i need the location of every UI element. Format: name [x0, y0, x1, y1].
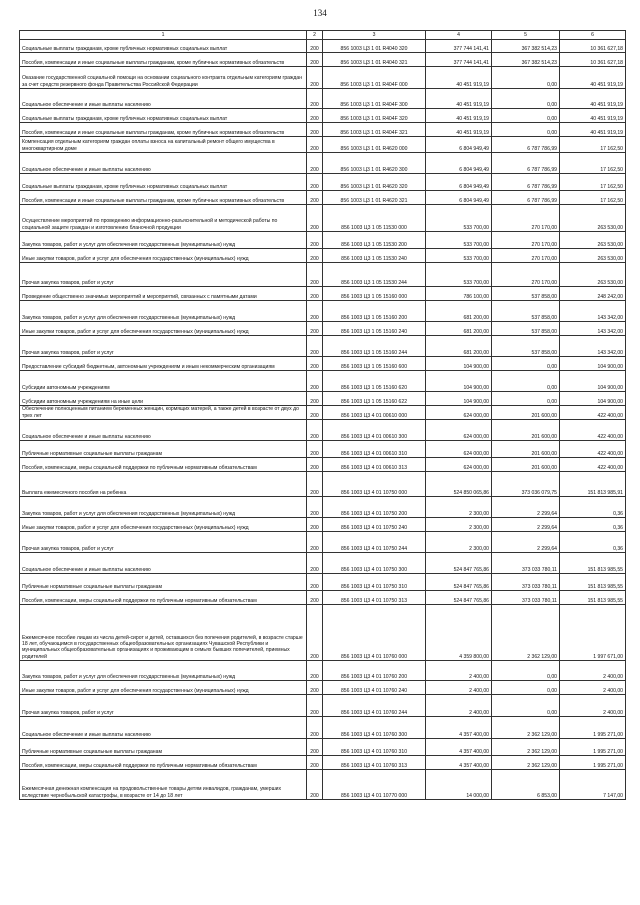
unexecuted-amount: 263 530,00: [560, 249, 626, 263]
approved-amount: 6 804 949,49: [426, 174, 492, 191]
row-description: Закупка товаров, работ и услуг для обеспечения государственных (муниципальных) нужд: [20, 232, 307, 249]
row-code: 200: [307, 249, 323, 263]
approved-amount: 40 451 919,19: [426, 67, 492, 89]
table-row: [20, 109, 626, 123]
approved-amount: 40 451 919,19: [426, 109, 492, 123]
unexecuted-amount: 10 361 627,18: [560, 40, 626, 53]
column-number: 6: [560, 31, 626, 40]
column-number: 1: [20, 31, 307, 40]
budget-classification-code: 856 1003 Ц3 4 01 10750 300: [323, 553, 426, 574]
executed-amount: 0,00: [492, 123, 560, 137]
approved-amount: 104 900,00: [426, 392, 492, 406]
unexecuted-amount: 422 400,00: [560, 420, 626, 441]
budget-classification-code: 856 1003 Ц3 1 01 R4040 320: [323, 40, 426, 53]
table-row: [20, 263, 626, 287]
executed-amount: 2 299,64: [492, 532, 560, 553]
budget-classification-code: 856 1003 Ц3 1 01 R4620 000: [323, 137, 426, 153]
approved-amount: 2 400,00: [426, 661, 492, 681]
table-row: [20, 695, 626, 717]
row-code: 200: [307, 191, 323, 205]
approved-amount: 533 700,00: [426, 263, 492, 287]
row-description: Закупка товаров, работ и услуг для обеспечения государственных (муниципальных) нужд: [20, 661, 307, 681]
executed-amount: 6 787 786,99: [492, 174, 560, 191]
table-row: [20, 357, 626, 371]
approved-amount: 524 850 065,86: [426, 472, 492, 497]
row-code: 200: [307, 174, 323, 191]
row-code: 200: [307, 497, 323, 518]
table-row: [20, 123, 626, 137]
approved-amount: 624 000,00: [426, 406, 492, 420]
approved-amount: 786 100,00: [426, 287, 492, 301]
column-number: 3: [323, 31, 426, 40]
row-code: 200: [307, 756, 323, 770]
budget-classification-code: 856 1003 Ц3 1 01 R4040 321: [323, 53, 426, 67]
row-code: 200: [307, 605, 323, 661]
table-row: [20, 153, 626, 174]
executed-amount: 373 033 780,11: [492, 574, 560, 591]
executed-amount: 270 170,00: [492, 232, 560, 249]
row-description: Выплата ежемесячного пособия на ребенка: [20, 472, 307, 497]
executed-amount: 373 033 780,11: [492, 591, 560, 605]
row-description: Пособия, компенсации, меры социальной поддержки по публичным нормативным обязательствам: [20, 756, 307, 770]
table-row: [20, 137, 626, 153]
row-code: 200: [307, 518, 323, 532]
row-description: Социальное обеспечение и иные выплаты населению: [20, 420, 307, 441]
row-code: 200: [307, 661, 323, 681]
budget-classification-code: 856 1003 Ц3 1 05 15160 620: [323, 371, 426, 392]
approved-amount: 377 744 141,41: [426, 40, 492, 53]
row-code: 200: [307, 301, 323, 322]
table-row: [20, 89, 626, 109]
row-code: 200: [307, 357, 323, 371]
row-description: Публичные нормативные социальные выплаты гражданам: [20, 739, 307, 756]
budget-classification-code: 856 1003 Ц3 4 01 10760 240: [323, 681, 426, 695]
budget-classification-code: 856 1003 Ц3 4 01 10770 000: [323, 770, 426, 800]
unexecuted-amount: 143 342,00: [560, 322, 626, 336]
unexecuted-amount: 40 451 919,19: [560, 67, 626, 89]
row-code: 200: [307, 406, 323, 420]
budget-classification-code: 856 1003 Ц3 1 01 R404F 300: [323, 89, 426, 109]
row-code: 200: [307, 458, 323, 472]
row-code: 200: [307, 322, 323, 336]
unexecuted-amount: 40 451 919,19: [560, 89, 626, 109]
column-number: 5: [492, 31, 560, 40]
executed-amount: 2 362 129,00: [492, 756, 560, 770]
approved-amount: 533 700,00: [426, 205, 492, 232]
budget-classification-code: 856 1003 Ц3 4 01 10760 310: [323, 739, 426, 756]
budget-classification-code: 856 1003 Ц3 1 05 15160 622: [323, 392, 426, 406]
unexecuted-amount: 422 400,00: [560, 406, 626, 420]
executed-amount: 367 382 514,23: [492, 40, 560, 53]
row-code: 200: [307, 137, 323, 153]
budget-classification-code: 856 1003 Ц3 4 01 10750 313: [323, 591, 426, 605]
executed-amount: 373 033 780,11: [492, 553, 560, 574]
executed-amount: 6 787 786,99: [492, 153, 560, 174]
column-number-row: [20, 31, 626, 40]
unexecuted-amount: 0,36: [560, 518, 626, 532]
table-row: [20, 518, 626, 532]
table-row: [20, 458, 626, 472]
row-code: 200: [307, 770, 323, 800]
budget-classification-code: 856 1003 Ц3 4 01 10760 200: [323, 661, 426, 681]
budget-classification-code: 856 1003 Ц3 4 01 10750 240: [323, 518, 426, 532]
unexecuted-amount: 2 400,00: [560, 695, 626, 717]
executed-amount: 537 858,00: [492, 301, 560, 322]
row-description: Осуществление мероприятий по проведению информационно-разъяснительной и методической работы по социальной защите граждан и изготовлению бланочной продукции: [20, 205, 307, 232]
budget-classification-code: 856 1003 Ц3 1 05 11530 244: [323, 263, 426, 287]
unexecuted-amount: 422 400,00: [560, 441, 626, 458]
approved-amount: 524 847 765,86: [426, 553, 492, 574]
row-description: Прочая закупка товаров, работ и услуг: [20, 532, 307, 553]
table-row: [20, 322, 626, 336]
row-description: Социальное обеспечение и иные выплаты населению: [20, 153, 307, 174]
row-code: 200: [307, 287, 323, 301]
approved-amount: 6 804 949,49: [426, 191, 492, 205]
table-row: [20, 40, 626, 53]
budget-classification-code: 856 1003 Ц3 1 01 R4620 321: [323, 191, 426, 205]
row-description: Пособия, компенсации и иные социальные выплаты гражданам, кроме публичных нормативных обязательств: [20, 123, 307, 137]
approved-amount: 4 357 400,00: [426, 739, 492, 756]
unexecuted-amount: 104 900,00: [560, 392, 626, 406]
executed-amount: 201 600,00: [492, 406, 560, 420]
executed-amount: 0,00: [492, 89, 560, 109]
executed-amount: 270 170,00: [492, 205, 560, 232]
row-code: 200: [307, 89, 323, 109]
unexecuted-amount: 248 242,00: [560, 287, 626, 301]
unexecuted-amount: 2 400,00: [560, 661, 626, 681]
executed-amount: 2 362 129,00: [492, 717, 560, 739]
unexecuted-amount: 422 400,00: [560, 458, 626, 472]
table-row: [20, 232, 626, 249]
unexecuted-amount: 0,36: [560, 532, 626, 553]
unexecuted-amount: 263 530,00: [560, 232, 626, 249]
budget-classification-code: 856 1003 Ц3 4 01 10750 244: [323, 532, 426, 553]
budget-classification-code: 856 1003 Ц3 4 01 10750 000: [323, 472, 426, 497]
row-code: 200: [307, 123, 323, 137]
budget-classification-code: 856 1003 Ц3 4 01 10760 300: [323, 717, 426, 739]
approved-amount: 2 400,00: [426, 681, 492, 695]
unexecuted-amount: 7 147,00: [560, 770, 626, 800]
approved-amount: 533 700,00: [426, 232, 492, 249]
approved-amount: 624 000,00: [426, 458, 492, 472]
row-code: 200: [307, 392, 323, 406]
row-description: Прочая закупка товаров, работ и услуг: [20, 695, 307, 717]
row-description: Закупка товаров, работ и услуг для обеспечения государственных (муниципальных) нужд: [20, 497, 307, 518]
row-description: Иные закупки товаров, работ и услуг для обеспечения государственных (муниципальных) нужд: [20, 322, 307, 336]
executed-amount: 537 858,00: [492, 322, 560, 336]
executed-amount: 201 600,00: [492, 441, 560, 458]
approved-amount: 4 357 400,00: [426, 756, 492, 770]
row-code: 200: [307, 336, 323, 357]
approved-amount: 40 451 919,19: [426, 89, 492, 109]
unexecuted-amount: 151 813 985,55: [560, 591, 626, 605]
table-row: [20, 420, 626, 441]
unexecuted-amount: 2 400,00: [560, 681, 626, 695]
table-row: [20, 681, 626, 695]
row-code: 200: [307, 40, 323, 53]
row-code: 200: [307, 232, 323, 249]
executed-amount: 0,00: [492, 695, 560, 717]
table-row: [20, 174, 626, 191]
row-description: Проведение общественно значимых мероприятий и мероприятий, связанных с памятными датами: [20, 287, 307, 301]
row-code: 200: [307, 205, 323, 232]
row-code: 200: [307, 263, 323, 287]
column-number: 2: [307, 31, 323, 40]
row-description: Иные закупки товаров, работ и услуг для обеспечения государственных (муниципальных) нужд: [20, 249, 307, 263]
table-row: [20, 406, 626, 420]
row-code: 200: [307, 371, 323, 392]
row-code: 200: [307, 574, 323, 591]
table-row: [20, 336, 626, 357]
table-row: [20, 287, 626, 301]
executed-amount: 2 362 129,00: [492, 605, 560, 661]
unexecuted-amount: 40 451 919,19: [560, 123, 626, 137]
executed-amount: 367 382 514,23: [492, 53, 560, 67]
approved-amount: 681 200,00: [426, 336, 492, 357]
row-code: 200: [307, 739, 323, 756]
row-description: Ежемесячное пособие лицам из числа детей-сирот и детей, оставшихся без попечения родителей, в возрасте старше 18 лет, обучающимся в государственных общеобразовательных организациях Чувашской Республики и муниципальных общеобразовательных организациях и проживающим в семьях бывших попечителей, приемных родителей: [20, 605, 307, 661]
row-description: Социальные выплаты гражданам, кроме публичных нормативных социальных выплат: [20, 109, 307, 123]
row-description: Предоставление субсидий бюджетным, автономным учреждениям и иным некоммерческим организациям: [20, 357, 307, 371]
unexecuted-amount: 40 451 919,19: [560, 109, 626, 123]
unexecuted-amount: 263 530,00: [560, 205, 626, 232]
table-row: [20, 191, 626, 205]
executed-amount: 0,00: [492, 392, 560, 406]
budget-execution-table: [19, 30, 626, 800]
approved-amount: 533 700,00: [426, 249, 492, 263]
table-row: [20, 770, 626, 800]
executed-amount: 270 170,00: [492, 249, 560, 263]
table-row: [20, 574, 626, 591]
budget-classification-code: 856 1003 Ц3 4 01 10760 000: [323, 605, 426, 661]
executed-amount: 0,00: [492, 67, 560, 89]
table-row: [20, 53, 626, 67]
row-code: 200: [307, 67, 323, 89]
executed-amount: 0,00: [492, 109, 560, 123]
table-row: [20, 441, 626, 458]
budget-classification-code: 856 1003 Ц3 4 01 00610 313: [323, 458, 426, 472]
executed-amount: 0,00: [492, 371, 560, 392]
column-number: 4: [426, 31, 492, 40]
row-code: 200: [307, 153, 323, 174]
approved-amount: 624 000,00: [426, 420, 492, 441]
budget-classification-code: 856 1003 Ц3 1 05 11530 200: [323, 232, 426, 249]
approved-amount: 104 900,00: [426, 371, 492, 392]
row-description: Оказание государственной социальной помощи на основании социального контракта отдельным категориям граждан за счет средств резервного фонда Правительства Российской Федерации: [20, 67, 307, 89]
table-row: [20, 661, 626, 681]
row-description: Закупка товаров, работ и услуг для обеспечения государственных (муниципальных) нужд: [20, 301, 307, 322]
executed-amount: 2 299,64: [492, 497, 560, 518]
row-code: 200: [307, 532, 323, 553]
approved-amount: 6 804 949,49: [426, 137, 492, 153]
budget-classification-code: 856 1003 Ц3 1 05 11530 000: [323, 205, 426, 232]
approved-amount: 14 000,00: [426, 770, 492, 800]
executed-amount: 6 853,00: [492, 770, 560, 800]
row-description: Публичные нормативные социальные выплаты гражданам: [20, 441, 307, 458]
executed-amount: 0,00: [492, 681, 560, 695]
row-description: Социальные выплаты гражданам, кроме публичных нормативных социальных выплат: [20, 40, 307, 53]
page-number: 134: [313, 8, 327, 18]
row-description: Иные закупки товаров, работ и услуг для обеспечения государственных (муниципальных) нужд: [20, 518, 307, 532]
executed-amount: 2 362 129,00: [492, 739, 560, 756]
table-row: [20, 717, 626, 739]
table-row: [20, 739, 626, 756]
row-code: 200: [307, 717, 323, 739]
budget-classification-code: 856 1003 Ц3 4 01 10750 310: [323, 574, 426, 591]
row-description: Пособия, компенсации, меры социальной поддержки по публичным нормативным обязательствам: [20, 458, 307, 472]
row-description: Социальное обеспечение и иные выплаты населению: [20, 717, 307, 739]
table-row: [20, 472, 626, 497]
row-description: Иные закупки товаров, работ и услуг для обеспечения государственных (муниципальных) нужд: [20, 681, 307, 695]
row-code: 200: [307, 681, 323, 695]
row-description: Социальное обеспечение и иные выплаты населению: [20, 89, 307, 109]
row-description: Социальные выплаты гражданам, кроме публичных нормативных социальных выплат: [20, 174, 307, 191]
budget-classification-code: 856 1003 Ц3 4 01 10760 313: [323, 756, 426, 770]
budget-classification-code: 856 1003 Ц3 1 05 15160 000: [323, 287, 426, 301]
table-row: [20, 756, 626, 770]
approved-amount: 104 900,00: [426, 357, 492, 371]
budget-classification-code: 856 1003 Ц3 1 01 R404F 321: [323, 123, 426, 137]
approved-amount: 2 400,00: [426, 695, 492, 717]
row-description: Публичные нормативные социальные выплаты гражданам: [20, 574, 307, 591]
budget-classification-code: 856 1003 Ц3 4 01 00610 300: [323, 420, 426, 441]
executed-amount: 2 299,64: [492, 518, 560, 532]
budget-classification-code: 856 1003 Ц3 1 05 11530 240: [323, 249, 426, 263]
approved-amount: 2 300,00: [426, 497, 492, 518]
executed-amount: 0,00: [492, 661, 560, 681]
approved-amount: 624 000,00: [426, 441, 492, 458]
executed-amount: 537 858,00: [492, 287, 560, 301]
row-description: Компенсация отдельным категориям граждан оплаты взноса на капитальный ремонт общего имущества в многоквартирном доме: [20, 137, 307, 153]
budget-classification-code: 856 1003 Ц3 1 05 15160 600: [323, 357, 426, 371]
approved-amount: 4 359 800,00: [426, 605, 492, 661]
table-row: [20, 605, 626, 661]
row-code: 200: [307, 420, 323, 441]
row-description: Обеспечение полноценным питанием беременных женщин, кормящих матерей, а также детей в возрасте от двух до трех лет: [20, 406, 307, 420]
executed-amount: 6 787 786,99: [492, 137, 560, 153]
approved-amount: 2 300,00: [426, 518, 492, 532]
row-description: Прочая закупка товаров, работ и услуг: [20, 263, 307, 287]
row-code: 200: [307, 695, 323, 717]
executed-amount: 373 036 079,75: [492, 472, 560, 497]
budget-classification-code: 856 1003 Ц3 1 05 15160 244: [323, 336, 426, 357]
unexecuted-amount: 263 530,00: [560, 263, 626, 287]
row-description: Пособия, компенсации и иные социальные выплаты гражданам, кроме публичных нормативных обязательств: [20, 191, 307, 205]
unexecuted-amount: 0,36: [560, 497, 626, 518]
unexecuted-amount: 17 162,50: [560, 137, 626, 153]
unexecuted-amount: 1 995 271,00: [560, 739, 626, 756]
approved-amount: 681 200,00: [426, 322, 492, 336]
unexecuted-amount: 151 813 985,55: [560, 574, 626, 591]
executed-amount: 270 170,00: [492, 263, 560, 287]
table-row: [20, 392, 626, 406]
executed-amount: 0,00: [492, 357, 560, 371]
approved-amount: 524 847 765,86: [426, 574, 492, 591]
unexecuted-amount: 143 342,00: [560, 301, 626, 322]
budget-classification-code: 856 1003 Ц3 4 01 00610 000: [323, 406, 426, 420]
budget-classification-code: 856 1003 Ц3 1 01 R4620 320: [323, 174, 426, 191]
row-description: Социальное обеспечение и иные выплаты населению: [20, 553, 307, 574]
table-row: [20, 553, 626, 574]
unexecuted-amount: 10 361 627,18: [560, 53, 626, 67]
executed-amount: 201 600,00: [492, 420, 560, 441]
unexecuted-amount: 17 162,50: [560, 174, 626, 191]
executed-amount: 6 787 786,99: [492, 191, 560, 205]
executed-amount: 201 600,00: [492, 458, 560, 472]
budget-classification-code: 856 1003 Ц3 1 05 15160 240: [323, 322, 426, 336]
approved-amount: 2 300,00: [426, 532, 492, 553]
budget-classification-code: 856 1003 Ц3 4 01 10750 200: [323, 497, 426, 518]
budget-classification-code: 856 1003 Ц3 4 01 00610 310: [323, 441, 426, 458]
table-row: [20, 301, 626, 322]
unexecuted-amount: 104 900,00: [560, 357, 626, 371]
row-code: 200: [307, 472, 323, 497]
table-row: [20, 371, 626, 392]
approved-amount: 524 847 765,86: [426, 591, 492, 605]
approved-amount: 40 451 919,19: [426, 123, 492, 137]
table-body: [20, 31, 626, 800]
table-row: [20, 249, 626, 263]
row-code: 200: [307, 109, 323, 123]
unexecuted-amount: 17 162,50: [560, 191, 626, 205]
row-description: Субсидии автономным учреждениям на иные цели: [20, 392, 307, 406]
row-description: Пособия, компенсации, меры социальной поддержки по публичным нормативным обязательствам: [20, 591, 307, 605]
budget-classification-code: 856 1003 Ц3 1 01 R404F 320: [323, 109, 426, 123]
row-code: 200: [307, 441, 323, 458]
row-description: Прочая закупка товаров, работ и услуг: [20, 336, 307, 357]
row-code: 200: [307, 53, 323, 67]
budget-classification-code: 856 1003 Ц3 1 01 R4620 300: [323, 153, 426, 174]
row-description: Субсидии автономным учреждениям: [20, 371, 307, 392]
table-row: [20, 205, 626, 232]
unexecuted-amount: 151 813 985,55: [560, 553, 626, 574]
unexecuted-amount: 151 813 985,91: [560, 472, 626, 497]
approved-amount: 377 744 141,41: [426, 53, 492, 67]
unexecuted-amount: 17 162,50: [560, 153, 626, 174]
row-code: 200: [307, 591, 323, 605]
budget-classification-code: 856 1003 Ц3 4 01 10760 244: [323, 695, 426, 717]
unexecuted-amount: 1 995 271,00: [560, 756, 626, 770]
approved-amount: 6 804 949,49: [426, 153, 492, 174]
table-row: [20, 497, 626, 518]
approved-amount: 681 200,00: [426, 301, 492, 322]
approved-amount: 4 357 400,00: [426, 717, 492, 739]
unexecuted-amount: 143 342,00: [560, 336, 626, 357]
executed-amount: 537 858,00: [492, 336, 560, 357]
row-description: Ежемесячная денежная компенсация на продовольственные товары детям инвалидов, гражданам, умерших вследствие чернобыльской катастрофы, в возрасте от 14 до 18 лет: [20, 770, 307, 800]
row-code: 200: [307, 553, 323, 574]
row-description: Пособия, компенсации и иные социальные выплаты гражданам, кроме публичных нормативных обязательств: [20, 53, 307, 67]
unexecuted-amount: 1 997 671,00: [560, 605, 626, 661]
unexecuted-amount: 1 995 271,00: [560, 717, 626, 739]
table-row: [20, 532, 626, 553]
budget-classification-code: 856 1003 Ц3 1 01 R404F 000: [323, 67, 426, 89]
table-row: [20, 591, 626, 605]
unexecuted-amount: 104 900,00: [560, 371, 626, 392]
table-row: [20, 67, 626, 89]
budget-classification-code: 856 1003 Ц3 1 05 15160 200: [323, 301, 426, 322]
